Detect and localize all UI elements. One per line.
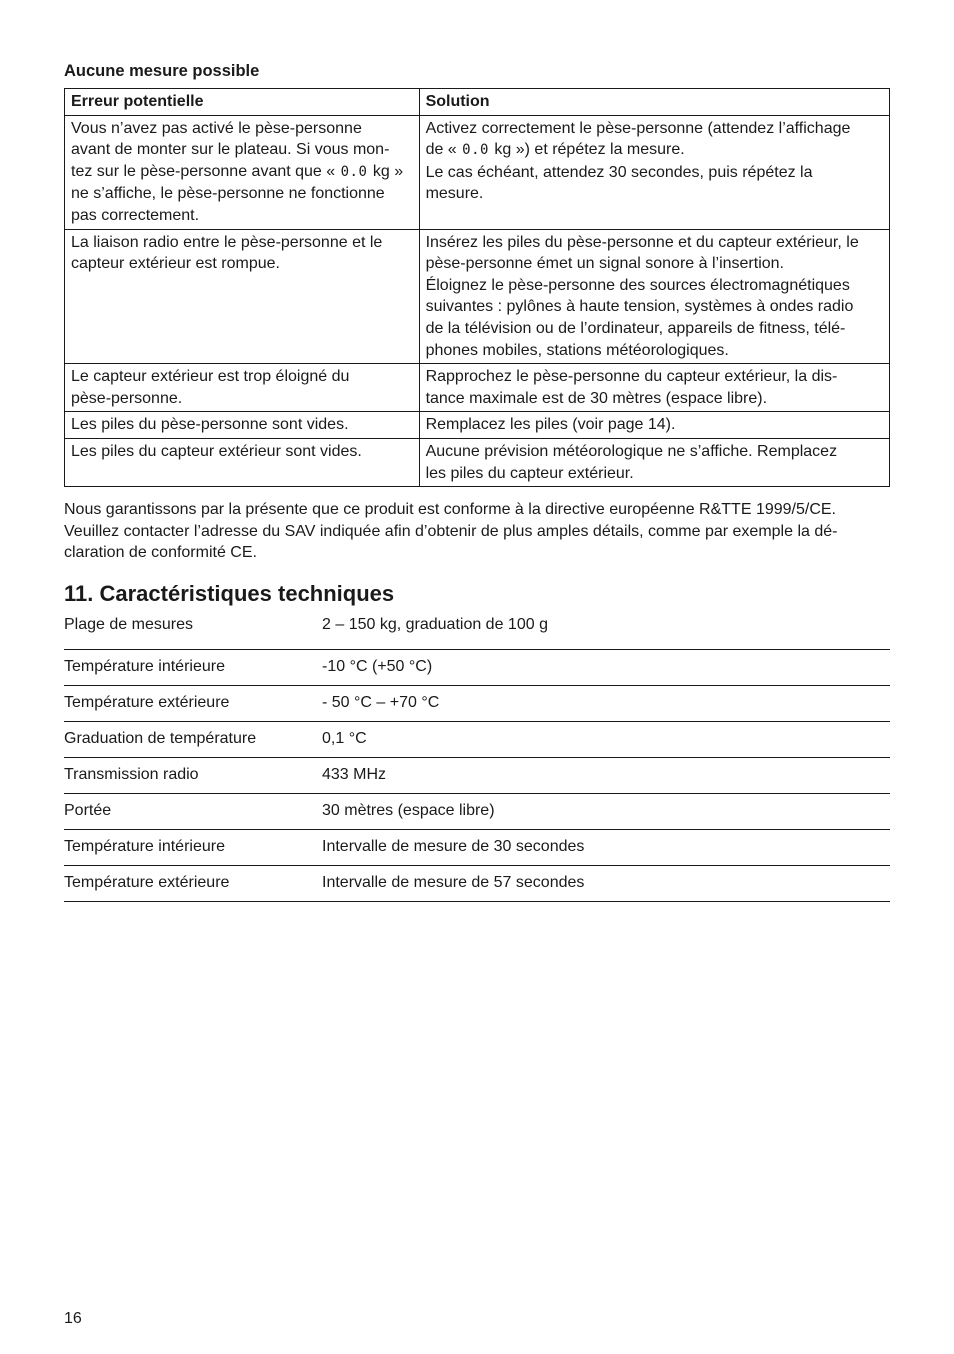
- table-row: [65, 115, 890, 229]
- error-cell: La liaison radio entre le pèse-personne et le capteur extérieur est rompue.: [65, 229, 420, 364]
- solution-cell: Remplacez les piles (voir page 14).: [419, 412, 889, 439]
- error-cell: Le capteur extérieur est trop éloigné du pèse-personne.: [65, 364, 420, 412]
- spec-label: Température extérieure: [64, 685, 322, 721]
- spec-value: 433 MHz: [322, 757, 890, 793]
- spec-value: 0,1 °C: [322, 721, 890, 757]
- troubleshooting-table: [64, 88, 890, 487]
- page-number: 16: [64, 1310, 82, 1327]
- table-row: [65, 229, 890, 364]
- spec-label: Transmission radio: [64, 757, 322, 793]
- table-row: [65, 438, 890, 486]
- spec-label: Température extérieure: [64, 865, 322, 901]
- error-cell: Vous n’avez pas activé le pèse-personne avant de monter sur le plateau. Si vous mon- tez sur le pèse-personne avant que « 0.0 kg » ne s’affiche, le pèse-personne ne fonctionne pas correctement.: [65, 115, 420, 229]
- lcd-display-value: 0.0: [462, 142, 489, 159]
- specs-heading: 11. Caractéristiques techniques: [64, 580, 395, 606]
- spec-row: [64, 757, 890, 793]
- solution-cell: Aucune prévision météorologique ne s’affiche. Remplacez les piles du capteur extérieur.: [419, 438, 889, 486]
- spec-row: [64, 685, 890, 721]
- spec-row: [64, 721, 890, 757]
- spec-row: [64, 829, 890, 865]
- spec-label: Température intérieure: [64, 829, 322, 865]
- spec-row: [64, 865, 890, 901]
- error-cell: Les piles du capteur extérieur sont vides.: [65, 438, 420, 486]
- section-title: Aucune mesure possible: [64, 62, 260, 80]
- spec-value: Intervalle de mesure de 57 secondes: [322, 865, 890, 901]
- spec-value: 30 mètres (espace libre): [322, 793, 890, 829]
- column-header-error: Erreur potentielle: [65, 89, 420, 116]
- spec-value: Intervalle de mesure de 30 secondes: [322, 829, 890, 865]
- spec-value: 2 – 150 kg, graduation de 100 g: [322, 612, 890, 650]
- spec-value: - 50 °C – +70 °C: [322, 685, 890, 721]
- spec-label: Portée: [64, 793, 322, 829]
- conformity-note: Nous garantissons par la présente que ce produit est conforme à la directive européenne R&TTE 1999/5/CE. Veuillez contacter l’adresse du SAV indiquée afin d’obtenir de plus amples détails, comme par exemple la dé- claration de conformité CE.: [64, 501, 838, 562]
- table-row: [65, 412, 890, 439]
- spec-label: Plage de mesures: [64, 612, 322, 650]
- table-header-row: [65, 89, 890, 116]
- solution-cell: Insérez les piles du pèse-personne et du capteur extérieur, le pèse-personne émet un signal sonore à l’insertion. Éloignez le pèse-personne des sources électromagnétiques suivantes : pylônes à haute tension, systèmes à ondes radio de la télévision ou de l’ordinateur, appareils de fitness, télé- phones mobiles, stations météorologiques.: [419, 229, 889, 364]
- spec-label: Graduation de température: [64, 721, 322, 757]
- spec-row: [64, 612, 890, 650]
- document-page: [64, 60, 890, 902]
- specs-table: [64, 612, 890, 902]
- spec-label: Température intérieure: [64, 649, 322, 685]
- spec-row: [64, 793, 890, 829]
- solution-cell: Rapprochez le pèse-personne du capteur extérieur, la dis- tance maximale est de 30 mètres (espace libre).: [419, 364, 889, 412]
- lcd-display-value: 0.0: [340, 163, 368, 180]
- column-header-solution: Solution: [419, 89, 889, 116]
- solution-cell: Activez correctement le pèse-personne (attendez l’affichage de « 0.0 kg ») et répétez la mesure. Le cas échéant, attendez 30 secondes, puis répétez la mesure.: [419, 115, 889, 229]
- table-row: [65, 364, 890, 412]
- spec-row: [64, 649, 890, 685]
- error-cell: Les piles du pèse-personne sont vides.: [65, 412, 420, 439]
- spec-value: -10 °C (+50 °C): [322, 649, 890, 685]
